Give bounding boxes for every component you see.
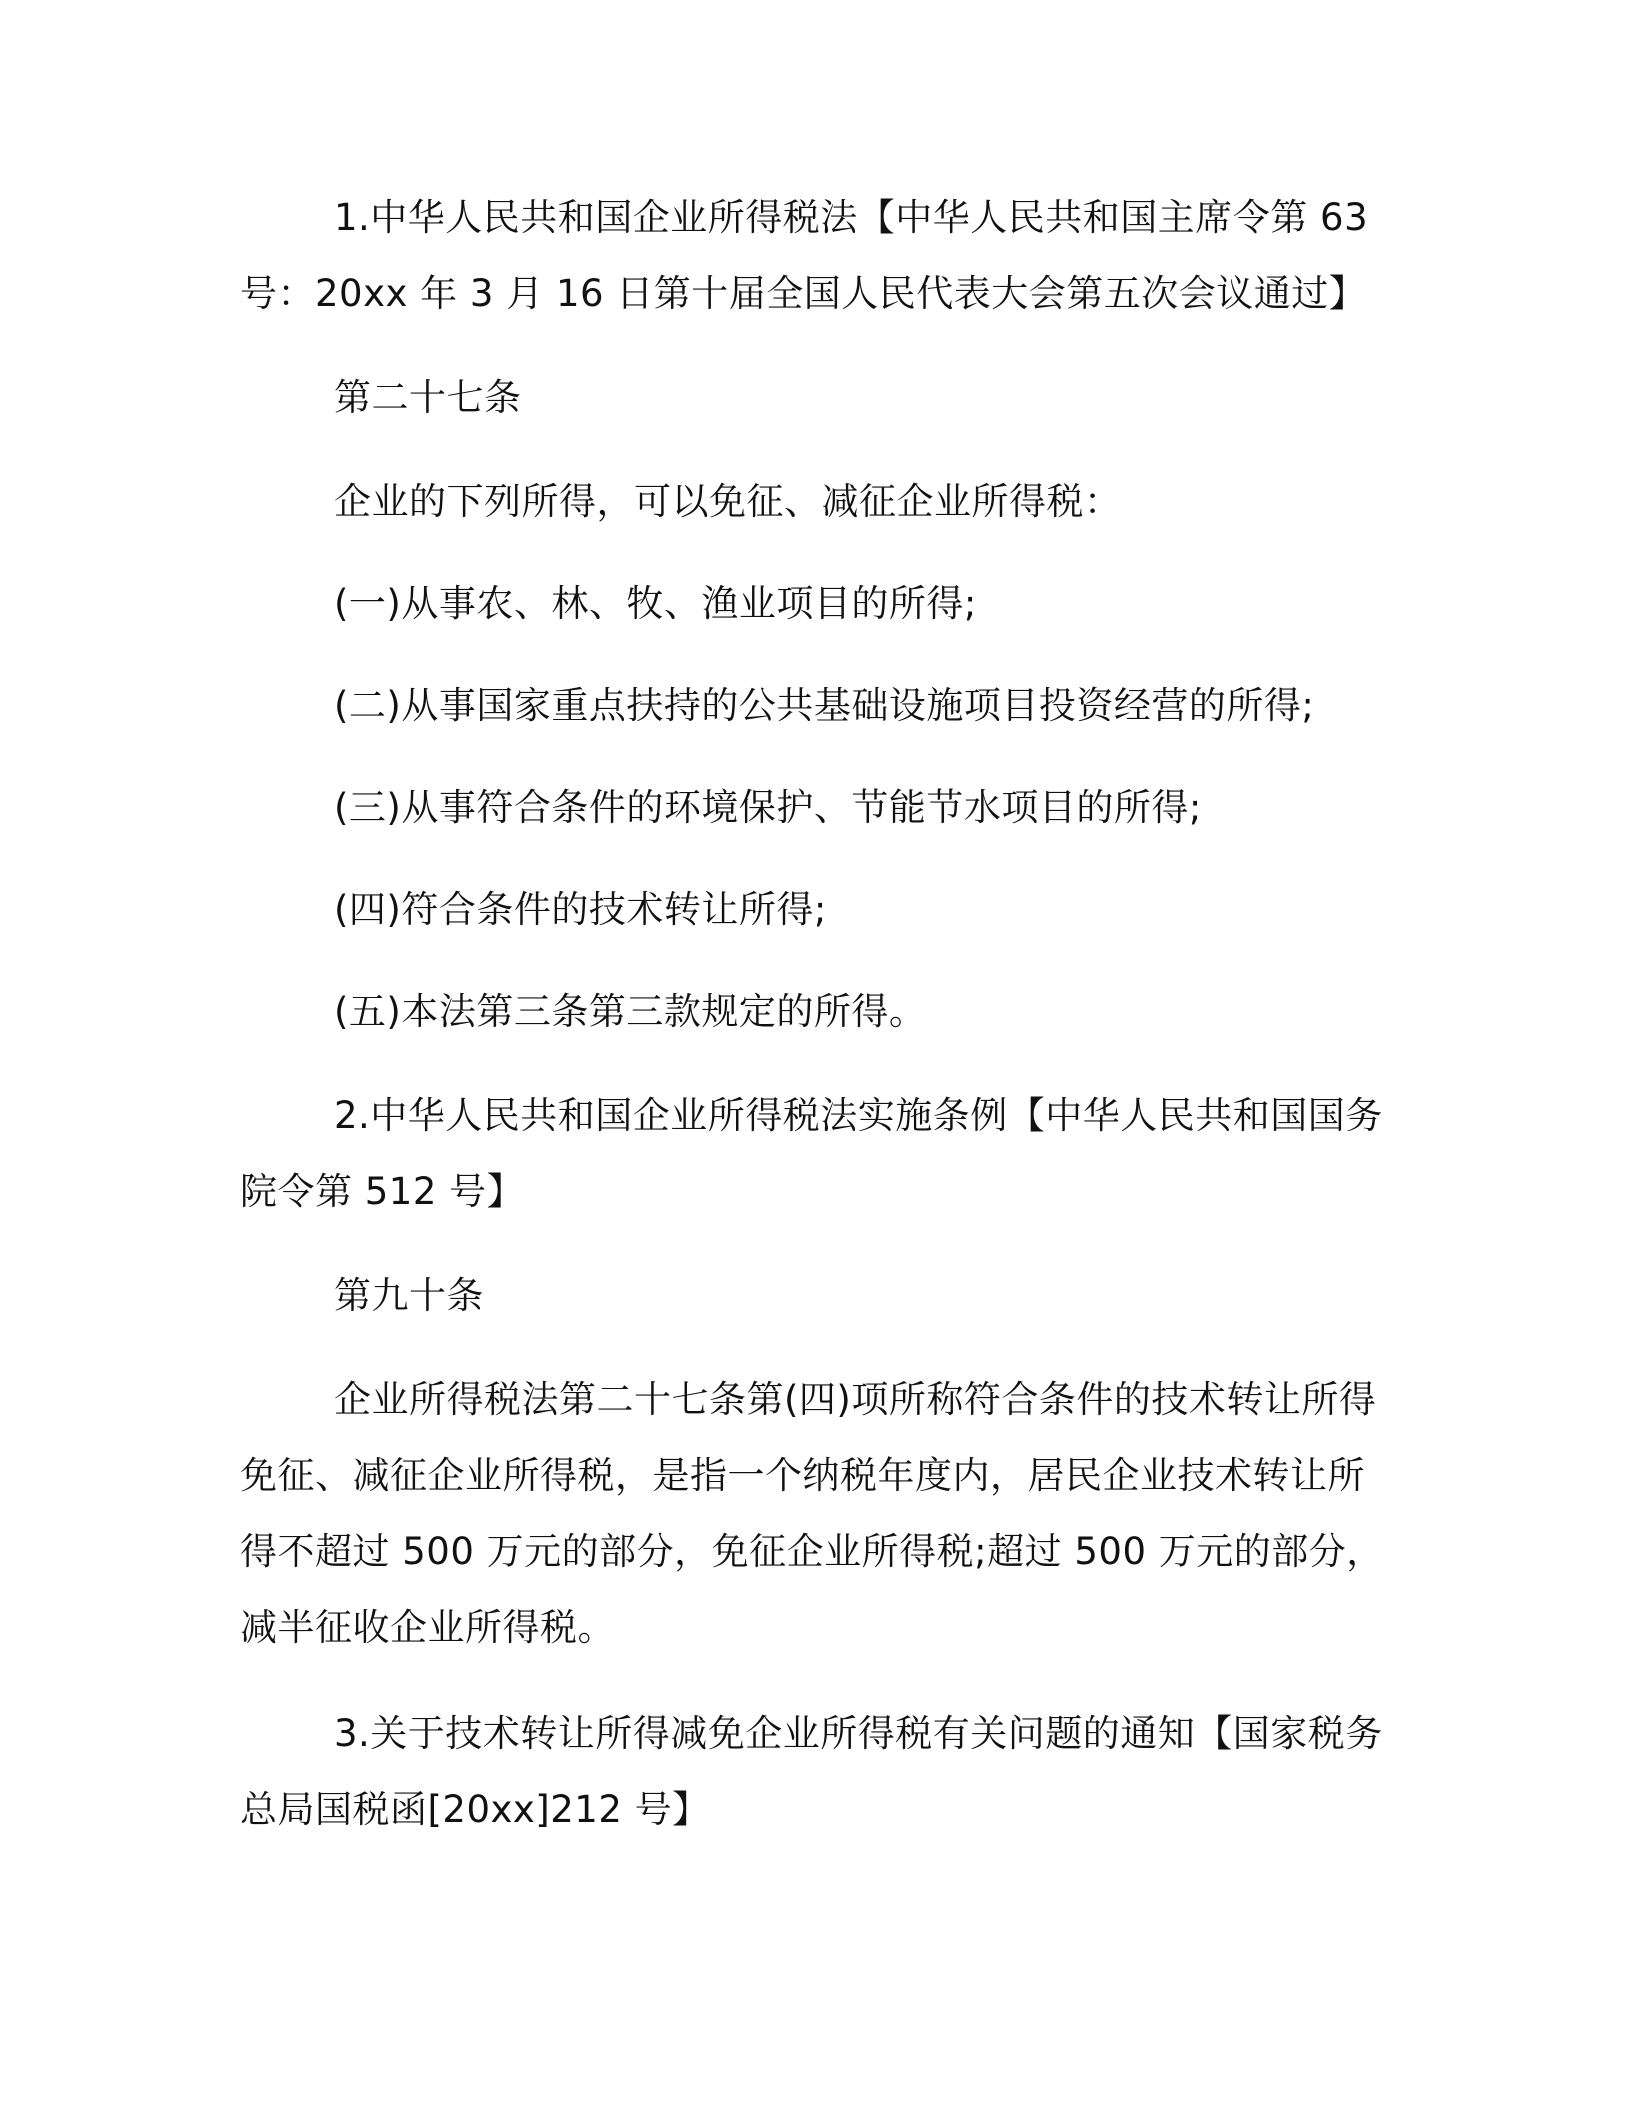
paragraph-law-1-title: 1.中华人民共和国企业所得税法【中华人民共和国主席令第 63 号：20xx 年 3 月 16 日第十届全国人民代表大会第五次会议通过】 (240, 196, 1369, 315)
paragraph-item-4: (四)符合条件的技术转让所得; (334, 888, 827, 931)
paragraph-notice-3-title: 3.关于技术转让所得减免企业所得税有关问题的通知【国家税务总局国税函[20xx]212 号】 (240, 1712, 1383, 1831)
document-page (240, 0, 1392, 2112)
paragraph-item-1: (一)从事农、林、牧、渔业项目的所得; (334, 582, 977, 625)
paragraph-item-3: (三)从事符合条件的环境保护、节能节水项目的所得; (334, 786, 1202, 829)
paragraph-article-27-heading: 第二十七条 (334, 376, 522, 419)
paragraph-article-90-heading: 第九十条 (334, 1274, 484, 1317)
paragraph-law-2-title: 2.中华人民共和国企业所得税法实施条例【中华人民共和国国务院令第 512 号】 (240, 1094, 1383, 1213)
paragraph-item-5: (五)本法第三条第三款规定的所得。 (334, 990, 927, 1033)
paragraph-article-90-body: 企业所得税法第二十七条第(四)项所称符合条件的技术转让所得免征、减征企业所得税，是指一个纳税年度内，居民企业技术转让所得不超过 500 万元的部分，免征企业所得税;超过 500 万元的部分，减半征收企业所得税。 (240, 1378, 1384, 1649)
paragraph-article-27-intro: 企业的下列所得，可以免征、减征企业所得税： (334, 480, 1122, 523)
paragraph-item-2: (二)从事国家重点扶持的公共基础设施项目投资经营的所得; (334, 684, 1315, 727)
